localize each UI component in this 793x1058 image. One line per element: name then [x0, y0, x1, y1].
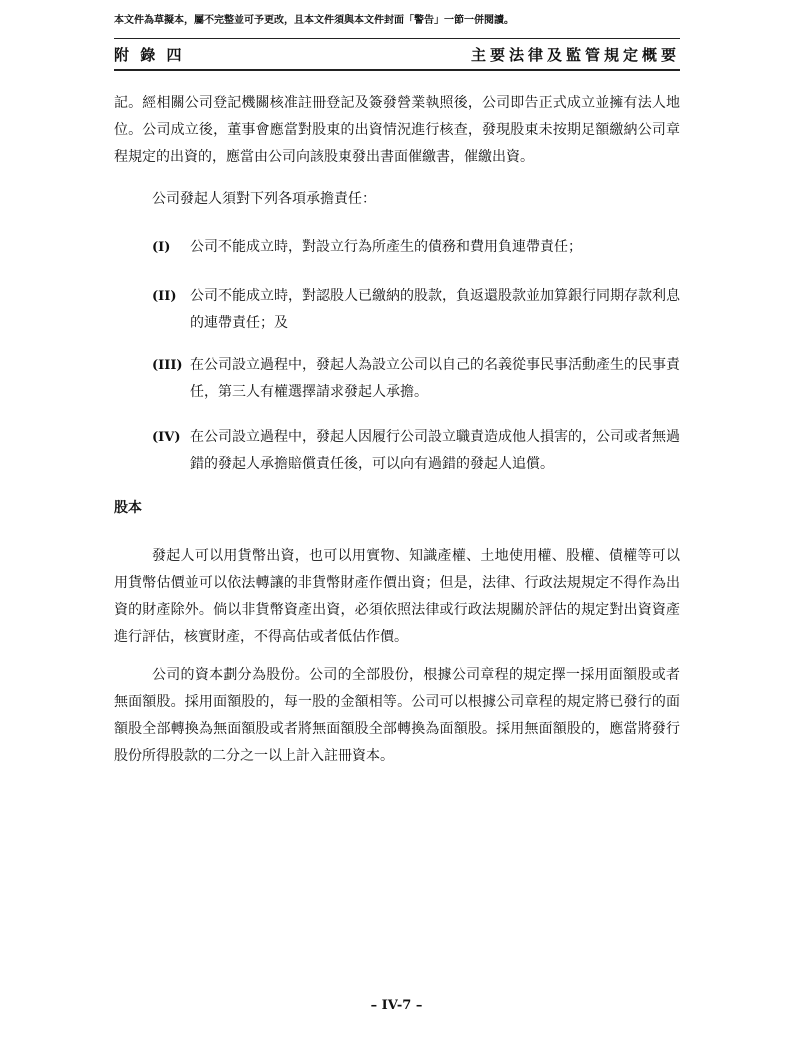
list-item-text: 公司不能成立時，對認股人已繳納的股款，負返還股款並加算銀行同期存款利息的連帶責任；及 — [190, 288, 680, 331]
page-number: – IV-7 – — [370, 998, 423, 1013]
list-item — [152, 424, 680, 478]
liability-intro: 公司發起人須對下列各項承擔責任： — [152, 191, 376, 207]
list-item — [152, 352, 680, 406]
list-item-text: 公司不能成立時，對設立行為所產生的債務和費用負連帶責任； — [190, 239, 582, 255]
list-item — [152, 283, 680, 337]
list-item-number: (III) — [152, 358, 183, 373]
paragraph-1: 記。經相關公司登記機關核准註冊登記及簽發營業執照後，公司即告正式成立並擁有法人地位。公司成立後，董事會應當對股東的出資情況進行核查，發現股東未按期足額繳納公司章程規定的出資的，應當由公司向該股東發出書面催繳書，催繳出資。 — [114, 95, 680, 165]
page-header — [114, 38, 680, 71]
paragraph-2: 發起人可以用貨幣出資，也可以用實物、知識產權、土地使用權、股權、債權等可以用貨幣估價並可以依法轉讓的非貨幣財產作價出資；但是，法律、行政法規規定不得作為出資的財產除外。倘以非貨幣資產出資，必須依照法律或行政法規關於評估的規定對出資資產進行評估，核實財產，不得高估或者低估作價。 — [114, 548, 680, 645]
draft-warning: 本文件為草擬本，屬不完整並可予更改，且本文件須與本文件封面「警告」一節一併閱讀。 — [114, 15, 514, 26]
section-title-share-capital: 股本 — [114, 500, 142, 516]
list-item-number: (IV) — [152, 430, 181, 445]
list-item — [152, 234, 680, 261]
appendix-title: 主要法律及監管規定概要 — [470, 46, 680, 64]
list-item-text: 在公司設立過程中，發起人因履行公司設立職責造成他人損害的，公司或者無過錯的發起人承擔賠償責任後，可以向有過錯的發起人追償。 — [190, 429, 680, 472]
paragraph-3: 公司的資本劃分為股份。公司的全部股份，根據公司章程的規定擇一採用面額股或者無面額股。採用面額股的，每一股的金額相等。公司可以根據公司章程的規定將已發行的面額股全部轉換為無面額股或者將無面額股全部轉換為面額股。採用無面額股的，應當將發行股份所得股款的二分之一以上計入註冊資本。 — [114, 667, 680, 764]
list-item-number: (II) — [152, 289, 177, 304]
list-item-number: (I) — [152, 240, 171, 255]
appendix-label: 附 錄 四 — [114, 46, 185, 64]
list-item-text: 在公司設立過程中，發起人為設立公司以自己的名義從事民事活動產生的民事責任，第三人有權選擇請求發起人承擔。 — [190, 357, 680, 400]
